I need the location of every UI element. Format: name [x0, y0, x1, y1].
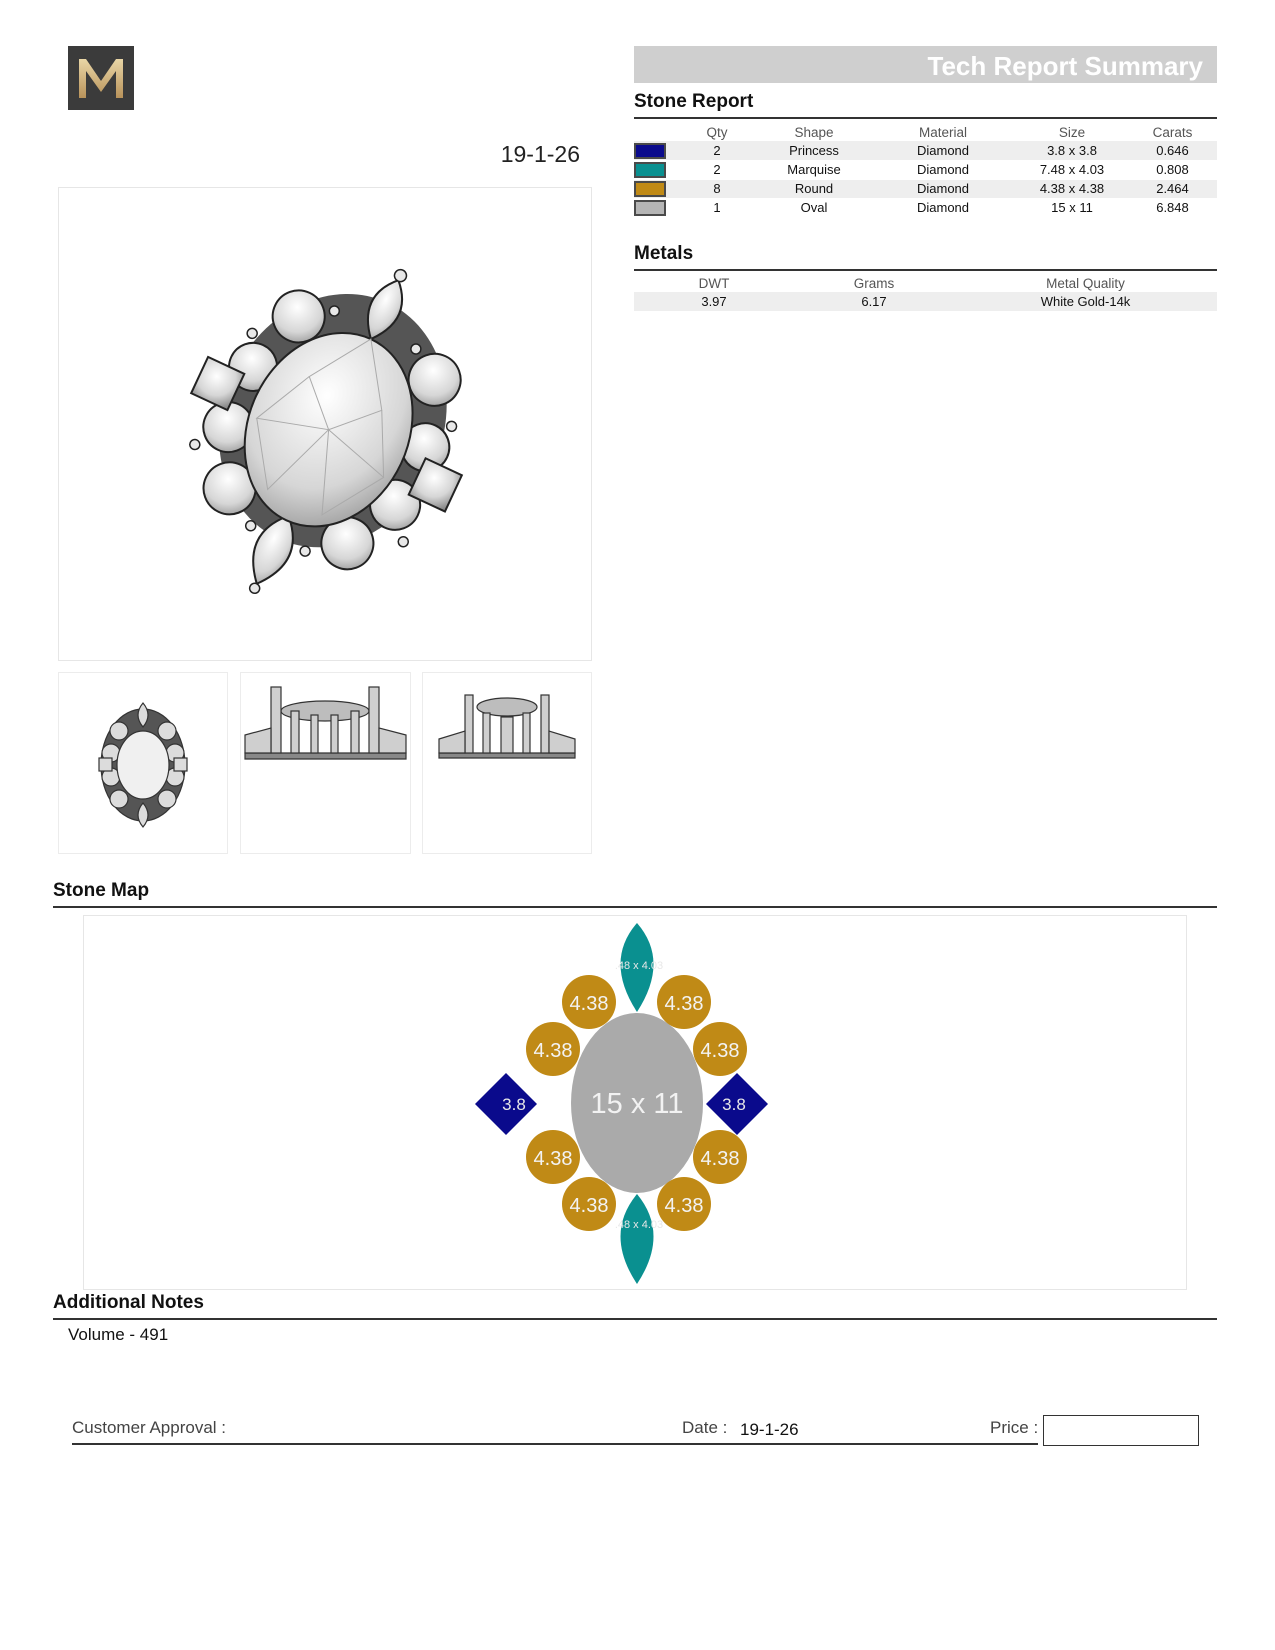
carats-cell: 0.808 [1128, 160, 1217, 179]
shape-cell: Marquise [758, 160, 870, 179]
stone-map-rule [53, 906, 1217, 908]
price-field[interactable] [1043, 1415, 1199, 1446]
column-header: Size [1058, 124, 1086, 140]
table-row [634, 179, 1217, 198]
round-size-label: 4.38 [700, 1040, 740, 1062]
round-size-label: 4.38 [569, 993, 609, 1015]
size-cell: 3.8 x 3.8 [1016, 141, 1128, 160]
stone-color-swatch [634, 181, 666, 197]
grams-cell: 6.17 [794, 292, 954, 311]
stone-report-heading: Stone Report [634, 91, 754, 112]
report-date: 19-1-26 [500, 141, 580, 167]
princess-size-label: 3.8 [722, 1095, 746, 1114]
logo-m-icon [74, 55, 128, 101]
notes-text: Volume - 491 [68, 1325, 169, 1344]
report-title: Tech Report Summary [634, 46, 1217, 83]
dwt-cell: 3.97 [634, 292, 794, 311]
column-header: Grams [853, 275, 895, 291]
column-header: Shape [794, 124, 834, 140]
stone-map-diagram [84, 916, 1186, 1289]
carats-cell: 2.464 [1128, 179, 1217, 198]
stone-color-swatch [634, 143, 666, 159]
material-cell: Diamond [870, 160, 1016, 179]
marquise-size-label: .48 x 4.03 [614, 1219, 664, 1231]
column-header: Carats [1152, 124, 1193, 140]
qty-cell: 2 [676, 141, 758, 160]
color-column-header [634, 123, 676, 141]
shape-cell: Round [758, 179, 870, 198]
marquise-stone [621, 1194, 654, 1284]
round-size-label: 4.38 [664, 1195, 704, 1217]
qty-cell: 1 [676, 198, 758, 217]
column-header: Material [918, 124, 967, 140]
table-row [634, 141, 1217, 160]
oval-size-label: 15 x 11 [590, 1088, 684, 1120]
table-header-row [634, 274, 1217, 292]
additional-notes-rule [53, 1318, 1217, 1320]
metal-quality-cell: White Gold-14k [954, 292, 1217, 311]
stone-color-swatch [634, 162, 666, 178]
marquise-size-label: .48 x 4.03 [614, 960, 664, 972]
customer-approval-label: Customer Approval : [72, 1418, 227, 1437]
round-size-label: 4.38 [533, 1148, 573, 1170]
stone-report-rule [634, 117, 1217, 119]
approval-date-value: 19-1-26 [740, 1420, 799, 1439]
stone-color-swatch [634, 200, 666, 216]
stone-map-heading: Stone Map [53, 880, 150, 901]
column-header: Qty [706, 124, 728, 140]
thumbnail-angle-view[interactable] [422, 672, 592, 854]
company-logo [68, 46, 134, 110]
table-row [634, 292, 1217, 311]
additional-notes-heading: Additional Notes [53, 1292, 204, 1313]
size-cell: 7.48 x 4.03 [1016, 160, 1128, 179]
pendant-top-view-image [59, 673, 227, 853]
date-label: Date : [682, 1418, 728, 1437]
pendant-angle-view-image [423, 673, 591, 853]
thumbnail-top-view[interactable] [58, 672, 228, 854]
round-size-label: 4.38 [533, 1040, 573, 1062]
table-row [634, 160, 1217, 179]
round-size-label: 4.38 [569, 1195, 609, 1217]
shape-cell: Princess [758, 141, 870, 160]
table-header-row [634, 123, 1217, 141]
material-cell: Diamond [870, 198, 1016, 217]
metals-rule [634, 269, 1217, 271]
size-cell: 4.38 x 4.38 [1016, 179, 1128, 198]
column-header: Metal Quality [1046, 275, 1125, 291]
column-header: DWT [698, 275, 730, 291]
round-size-label: 4.38 [664, 993, 704, 1015]
carats-cell: 6.848 [1128, 198, 1217, 217]
shape-cell: Oval [758, 198, 870, 217]
metals-heading: Metals [634, 243, 694, 264]
qty-cell: 8 [676, 179, 758, 198]
signature-line [72, 1443, 1038, 1445]
stone-report-table [634, 123, 1217, 218]
thumbnail-side-view[interactable] [240, 672, 411, 854]
size-cell: 15 x 11 [1016, 198, 1128, 217]
qty-cell: 2 [676, 160, 758, 179]
pendant-side-view-image [241, 673, 410, 853]
material-cell: Diamond [870, 179, 1016, 198]
stone-map-panel [83, 915, 1187, 1290]
round-size-label: 4.38 [700, 1148, 740, 1170]
material-cell: Diamond [870, 141, 1016, 160]
carats-cell: 0.646 [1128, 141, 1217, 160]
product-render-main [58, 187, 592, 661]
pendant-render-image [59, 188, 591, 660]
metals-table [634, 274, 1217, 311]
table-row [634, 198, 1217, 217]
princess-size-label: 3.8 [502, 1095, 526, 1114]
price-label: Price : [990, 1418, 1039, 1437]
